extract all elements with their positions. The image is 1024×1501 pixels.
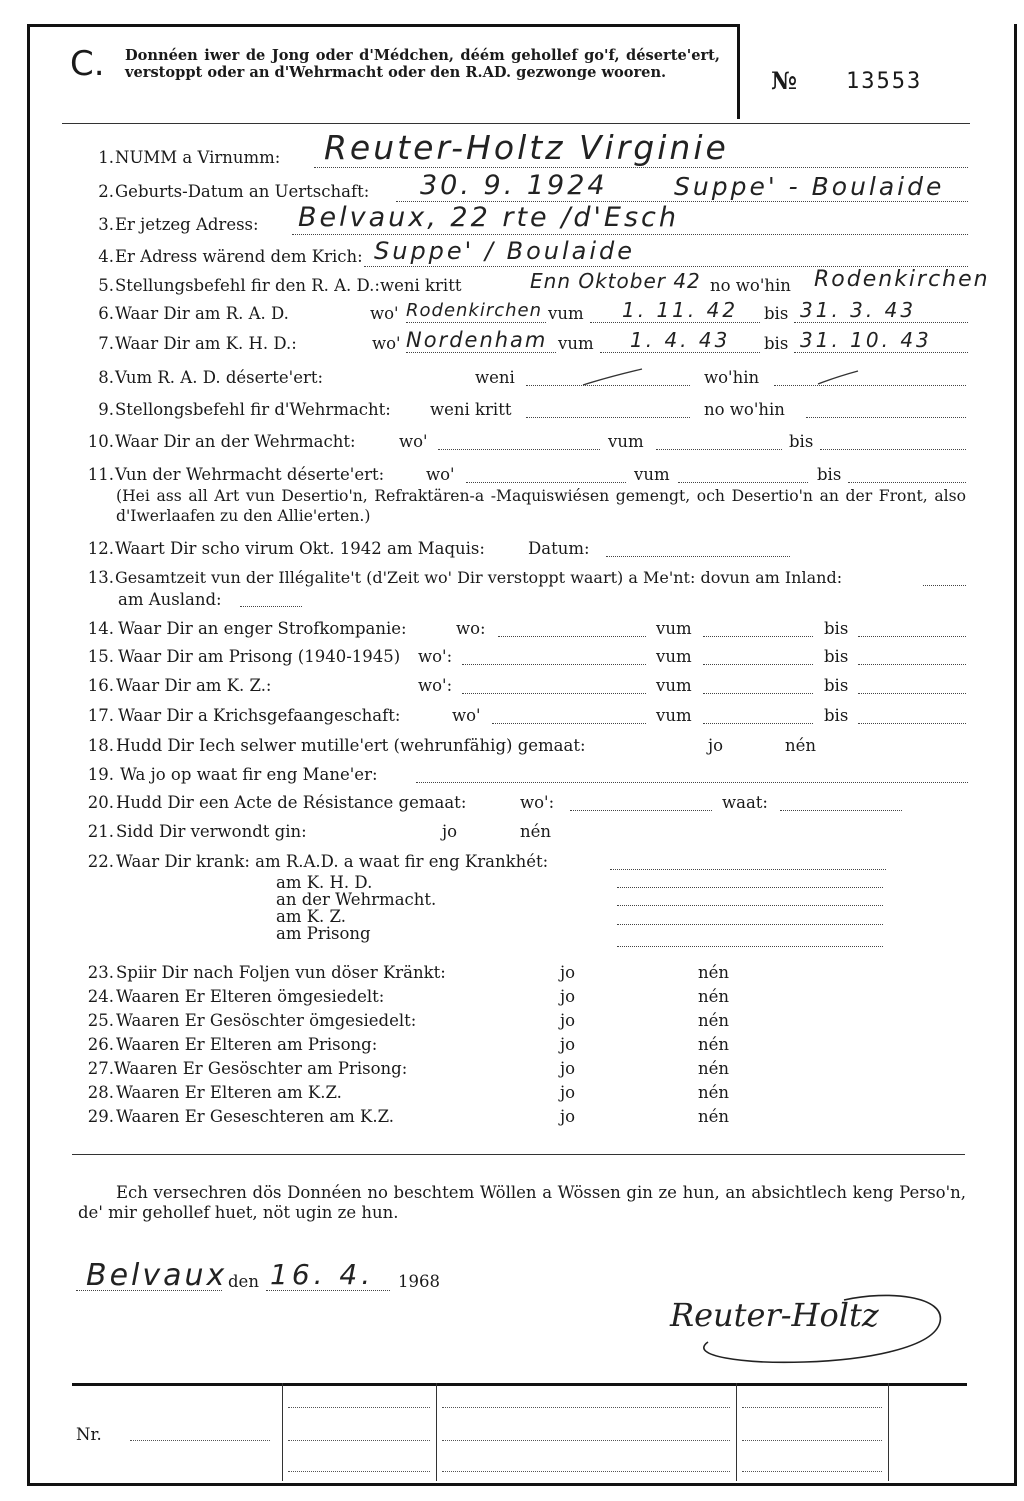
yes-option[interactable]: jo [560, 1083, 576, 1102]
no-option[interactable]: nén [698, 1011, 730, 1030]
question-number: 19. [87, 765, 114, 784]
question-label: Waar Dir am K. Z.: [116, 676, 272, 695]
question-label: Hudd Dir een Acte de Résistance gemaat: [116, 793, 467, 812]
answer-line[interactable] [240, 606, 302, 607]
yes-option[interactable]: jo [560, 963, 576, 982]
table-cell-line[interactable] [442, 1407, 730, 1408]
question-label: Waar Dir am K. H. D.: [115, 334, 297, 353]
table-cell-line[interactable] [288, 1440, 430, 1441]
question-label: Waar Dir an der Wehrmacht: [115, 432, 356, 451]
question-label: wo'hin [704, 368, 760, 387]
question-label: Waar Dir a Krichsgefaangeschaft: [118, 706, 401, 725]
question-number: 10. [87, 432, 114, 451]
answer-line[interactable] [600, 352, 760, 353]
question-label: wo' [399, 432, 428, 451]
answer-line[interactable] [858, 693, 966, 694]
header-underline [62, 123, 970, 124]
form-number: 13553 [846, 69, 923, 94]
answer-line[interactable] [466, 482, 626, 483]
question-label: Waaren Er Elteren am Prisong: [116, 1035, 378, 1054]
answer-line[interactable] [416, 782, 968, 783]
answer-line[interactable] [848, 482, 966, 483]
yes-option[interactable]: jo [442, 822, 458, 841]
answer-line[interactable] [406, 322, 546, 323]
question-label: am Ausland: [118, 590, 222, 609]
question-label: no wo'hin [710, 276, 791, 295]
answer-line[interactable] [858, 636, 966, 637]
question-label: Wa jo op waat fir eng Mane'er: [120, 765, 378, 784]
question-number: 14. [87, 619, 114, 638]
question-label: vum [656, 676, 692, 695]
answer-line[interactable] [462, 664, 646, 665]
sub-item: am K. Z. [276, 907, 346, 926]
question-number: 23. [87, 963, 114, 982]
sub-item: am K. H. D. [276, 873, 373, 892]
question-label: wo' [370, 304, 399, 323]
question-label: bis [824, 706, 849, 725]
declaration-text: Ech versechren dös Donnéen no beschtem Wöllen a Wössen gin ze hun, an absichtlech keng Perso'n, de' mir gehollef huet, nöt ugin ze hun. [78, 1183, 966, 1222]
question-label: bis [764, 304, 789, 323]
table-cell-line[interactable] [442, 1471, 730, 1472]
question-number: 15. [87, 647, 114, 666]
no-option[interactable]: nén [698, 963, 730, 982]
question-label: bis [824, 647, 849, 666]
section-header-text: Donnéen iwer de Jong oder d'Médchen, déém gehollef go'f, déserte'ert, verstoppt oder an d'Wehrmacht oder den R.AD. gezwonge wooren. [125, 47, 720, 81]
handwritten-khd-to: 31. 10. 43 [800, 328, 932, 352]
question-label: Vum R. A. D. déserte'ert: [115, 368, 324, 387]
question-label: Waaren Er Geseschteren am K.Z. [116, 1107, 395, 1126]
answer-line[interactable] [806, 417, 966, 418]
no-option[interactable]: nén [520, 822, 552, 841]
question-label: wo: [456, 619, 486, 638]
question-label: wo': [418, 647, 453, 666]
answer-line[interactable] [498, 636, 646, 637]
question-label: NUMM a Virnumm: [115, 148, 281, 167]
question-label: wo' [372, 334, 401, 353]
question-label: Datum: [528, 539, 590, 558]
answer-line[interactable] [406, 352, 556, 353]
question-label: vum [656, 619, 692, 638]
no-option[interactable]: nén [698, 987, 730, 1006]
question-number: 6. [98, 304, 114, 323]
answer-line[interactable] [794, 322, 968, 323]
question-label: vum [656, 647, 692, 666]
header-divider [737, 24, 740, 119]
question-number: 17. [87, 706, 114, 725]
table-col-divider [436, 1383, 437, 1481]
no-option[interactable]: nén [698, 1083, 730, 1102]
answer-line[interactable] [292, 234, 968, 235]
question-label: Waaren Er Gesöschter am Prisong: [114, 1059, 408, 1078]
table-cell-line[interactable] [288, 1471, 430, 1472]
question-label: Waaren Er Elteren ömgesiedelt: [116, 987, 385, 1006]
answer-line[interactable] [462, 693, 646, 694]
table-cell-line[interactable] [742, 1407, 882, 1408]
question-label: vum [548, 304, 584, 323]
place-date-line [76, 1260, 476, 1300]
answer-line[interactable] [820, 449, 966, 450]
question-label: Waar Dir krank: am R.A.D. a waat fir eng Krankhét: [116, 852, 549, 871]
no-option[interactable]: nén [785, 736, 817, 755]
answer-line[interactable] [617, 946, 883, 947]
number-sign: № [771, 66, 798, 95]
answer-line[interactable] [858, 664, 966, 665]
handwritten-rad-place: Rodenkirchen [406, 300, 543, 321]
sub-item: an der Wehrmacht. [276, 890, 437, 909]
question-label: vum [634, 465, 670, 484]
section-divider [72, 1154, 965, 1155]
answer-line[interactable] [703, 664, 813, 665]
answer-line[interactable] [526, 417, 690, 418]
question-label: weni [475, 368, 515, 387]
question-number: 18. [87, 736, 114, 755]
question-label: weni kritt [430, 400, 512, 419]
answer-line[interactable] [923, 585, 966, 586]
question-number: 22. [87, 852, 114, 871]
handwritten-birth-date: 30. 9. 1924 [420, 170, 608, 201]
question-label: Er Adress wärend dem Krich: [115, 247, 363, 266]
handwritten-war-address: Suppe' / Boulaide [374, 237, 636, 265]
question-label: wo': [418, 676, 453, 695]
question-number: 25. [87, 1011, 114, 1030]
table-col-divider [282, 1383, 283, 1481]
no-option[interactable]: nén [698, 1107, 730, 1126]
handwritten-name: Reuter-Holtz Virginie [324, 128, 729, 167]
question-label: weni kritt [380, 276, 462, 295]
table-cell-line[interactable] [742, 1471, 882, 1472]
question-label: Waar Dir am R. A. D. [115, 304, 289, 323]
strike-marks [78, 368, 79, 369]
question-number: 26. [87, 1035, 114, 1054]
question-label: Waaren Er Elteren am K.Z. [116, 1083, 342, 1102]
answer-line[interactable] [438, 449, 600, 450]
question-label: Vun der Wehrmacht déserte'ert: [115, 465, 385, 484]
question-number: 13. [87, 568, 114, 587]
handwritten-rad-to: 31. 3. 43 [800, 298, 917, 322]
question-label: waat: [722, 793, 768, 812]
question-number: 12. [87, 539, 114, 558]
question-label: bis [824, 676, 849, 695]
question-number: 7. [98, 334, 114, 353]
question-number: 8. [98, 368, 114, 387]
question-label: Gesamtzeit vun der Illégalite't (d'Zeit wo' Dir verstoppt waart) a Me'nt: dovun am Inland: [115, 568, 843, 587]
question-number: 24. [87, 987, 114, 1006]
no-option[interactable]: nén [698, 1035, 730, 1054]
question-label: Er jetzeg Adress: [115, 215, 259, 234]
section-letter: C. [70, 44, 105, 84]
question-label: vum [558, 334, 594, 353]
handwritten-place: Belvaux [86, 1258, 228, 1293]
answer-line[interactable] [656, 449, 782, 450]
question-label: Waar Dir am Prisong (1940-1945) [118, 647, 401, 666]
table-col-divider [888, 1383, 889, 1481]
answer-line[interactable] [858, 723, 966, 724]
handwritten-rad-order-date: Enn Oktober 42 [530, 269, 701, 293]
question-label: wo': [520, 793, 555, 812]
question-label: no wo'hin [704, 400, 785, 419]
question-number: 20. [87, 793, 114, 812]
handwritten-date: 16. 4. [270, 1258, 375, 1291]
question-number: 5. [98, 276, 114, 295]
yes-option[interactable]: jo [560, 1107, 576, 1126]
question-label: bis [817, 465, 842, 484]
question-number: 4. [98, 247, 114, 266]
frame-top-border [27, 24, 739, 27]
yes-option[interactable]: jo [560, 1011, 576, 1030]
nr-label: Nr. [76, 1425, 102, 1444]
question-label: Waart Dir scho virum Okt. 1942 am Maquis: [115, 539, 485, 558]
signature-area [648, 1282, 948, 1372]
handwritten-rad-from: 1. 11. 42 [622, 298, 739, 322]
answer-line[interactable] [678, 482, 808, 483]
question-label: Spiir Dir nach Foljen vun döser Kränkt: [116, 963, 446, 982]
handwritten-khd-place: Nordenham [406, 328, 548, 352]
question-label: Sidd Dir verwondt gin: [116, 822, 307, 841]
question-label: bis [789, 432, 814, 451]
answer-line[interactable] [617, 905, 883, 906]
question-label: bis [764, 334, 789, 353]
question-label: Stellungsbefehl fir den R. A. D.: [115, 276, 380, 295]
table-top-border [72, 1383, 967, 1386]
question-number: 11. [87, 465, 114, 484]
answer-line[interactable] [526, 385, 690, 386]
question-number: 29. [87, 1107, 114, 1126]
table-cell-line[interactable] [742, 1440, 882, 1441]
handwritten-birth-place: Suppe' - Boulaide [674, 172, 945, 201]
no-option[interactable]: nén [698, 1059, 730, 1078]
question-number: 1. [98, 148, 114, 167]
nr-field[interactable] [130, 1440, 270, 1441]
yes-option[interactable]: jo [708, 736, 724, 755]
question-label: vum [608, 432, 644, 451]
answer-line[interactable] [314, 167, 968, 168]
question-number: 28. [87, 1083, 114, 1102]
answer-line[interactable] [590, 322, 760, 323]
question-number: 21. [87, 822, 114, 841]
question-label: Waaren Er Gesöschter ömgesiedelt: [116, 1011, 417, 1030]
question-11-note: (Hei ass all Art vun Desertio'n, Refraktären-a -Maquiswiésen gemengt, och Desertio'n an der Front, also d'Iwerlaafen zu den Allie'erten.) [116, 487, 966, 525]
signature: Reuter-Holtz [670, 1296, 879, 1334]
answer-line[interactable] [606, 556, 790, 557]
question-label: Geburts-Datum an Uertschaft: [115, 182, 370, 201]
handwritten-rad-destination: Rodenkirchen [814, 267, 990, 292]
answer-line[interactable] [617, 887, 883, 888]
answer-line[interactable] [617, 924, 883, 925]
question-label: vum [656, 706, 692, 725]
answer-line[interactable] [610, 869, 886, 870]
table-col-divider [736, 1383, 737, 1481]
answer-line[interactable] [780, 810, 902, 811]
question-label: bis [824, 619, 849, 638]
question-label: Waar Dir an enger Strofkompanie: [118, 619, 407, 638]
question-label: wo' [452, 706, 481, 725]
question-label: Stellongsbefehl fir d'Wehrmacht: [115, 400, 391, 419]
yes-option[interactable]: jo [560, 1035, 576, 1054]
answer-line[interactable] [703, 723, 813, 724]
sub-item: am Prisong [276, 924, 371, 943]
office-use-table [72, 1383, 967, 1481]
answer-line[interactable] [703, 636, 813, 637]
answer-line[interactable] [774, 385, 966, 386]
yes-option[interactable]: jo [560, 1059, 576, 1078]
handwritten-khd-from: 1. 4. 43 [630, 328, 731, 352]
question-number: 16. [87, 676, 114, 695]
question-number: 27. [87, 1059, 114, 1078]
answer-line[interactable] [492, 723, 646, 724]
table-cell-line[interactable] [288, 1407, 430, 1408]
answer-line[interactable] [570, 810, 712, 811]
yes-option[interactable]: jo [560, 987, 576, 1006]
den-label: den [228, 1272, 259, 1291]
answer-line[interactable] [703, 693, 813, 694]
answer-line[interactable] [794, 352, 968, 353]
question-number: 2. [98, 182, 114, 201]
question-label: wo' [426, 465, 455, 484]
question-number: 3. [98, 215, 114, 234]
year-label: 1968 [398, 1272, 440, 1291]
table-cell-line[interactable] [442, 1440, 730, 1441]
handwritten-current-address: Belvaux, 22 rte /d'Esch [298, 202, 679, 233]
illness-sublist [276, 874, 436, 942]
question-label: Hudd Dir Iech selwer mutille'ert (wehrunfähig) gemaat: [116, 736, 586, 755]
question-number: 9. [98, 400, 114, 419]
